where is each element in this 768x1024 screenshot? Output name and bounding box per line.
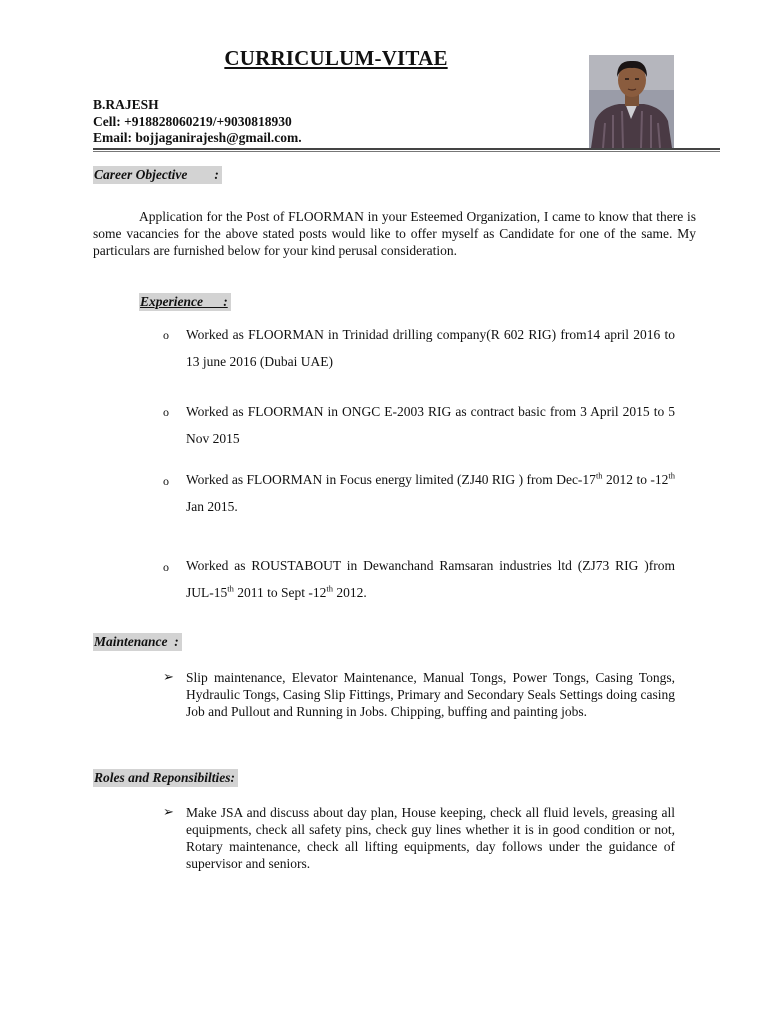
experience-bullet: o: [163, 405, 169, 419]
roles-heading: Roles and Reponsibilties:: [93, 769, 238, 787]
ordinal-suffix: th: [595, 470, 603, 481]
roles-text: Make JSA and discuss about day plan, House keeping, check all fluid levels, greasing all equipments, check all safety pins, check guy lines whether it is in good condition or not, Rotary maintenance, check all lifting equipments, day follows under the guidance of supervisor and seniors.: [186, 805, 675, 871]
person-photo-icon: [589, 55, 674, 148]
experience-bullet: o: [163, 328, 169, 342]
experience-text-part: Worked as FLOORMAN in Focus energy limited (ZJ40 RIG ) from Dec-17: [186, 472, 596, 487]
career-objective-paragraph: Application for the Post of FLOORMAN in your Esteemed Organization, I came to know that there is some vacancies for the above stated posts would like to offer myself as Candidate for one of the same. My particulars are furnished below for your kind perusal consideration.: [93, 209, 696, 258]
arrow-bullet-icon: ➢: [163, 669, 174, 684]
contact-block: [93, 97, 302, 147]
profile-photo: [589, 55, 674, 148]
cell-number: Cell: +918828060219/+9030818930: [93, 113, 292, 129]
document-title: CURRICULUM-VITAE: [224, 46, 448, 70]
email-address: Email: bojjaganirajesh@gmail.com.: [93, 130, 302, 145]
experience-text-part: Worked as ROUSTABOUT in Dewanchand Ramsaran industries ltd (ZJ73 RIG )from JUL-15: [186, 558, 675, 600]
candidate-name: B.RAJESH: [93, 97, 159, 112]
header-divider-thin: [93, 151, 720, 152]
experience-item: Worked as FLOORMAN in ONGC E-2003 RIG as contract basic from 3 April 2015 to 5 Nov 2015: [186, 404, 675, 446]
experience-item: Worked as FLOORMAN in Trinidad drilling company(R 602 RIG) from14 april 2016 to 13 june 2016 (Dubai UAE): [186, 327, 675, 369]
experience-text-part: 2012.: [333, 585, 367, 600]
experience-item: [186, 552, 675, 606]
experience-heading: Experience :: [139, 293, 231, 311]
experience-bullet: o: [163, 474, 169, 488]
experience-text-part: 2011 to Sept -12: [233, 585, 327, 600]
maintenance-heading: Maintenance :: [93, 633, 182, 651]
maintenance-text: Slip maintenance, Elevator Maintenance, Manual Tongs, Power Tongs, Casing Tongs, Hydraulic Tongs, Casing Slip Fittings, Primary and Secondary Seals Settings doing casing Job and Pullout and Running in Jobs. Chipping, buffing and painting jobs.: [186, 670, 675, 719]
experience-item: [186, 466, 675, 520]
experience-text-part: 2012 to -12: [602, 472, 669, 487]
career-objective-text: [93, 208, 696, 259]
ordinal-suffix: th: [227, 583, 234, 594]
ordinal-suffix: th: [326, 583, 333, 594]
arrow-bullet-icon: ➢: [163, 804, 174, 819]
header-divider: [93, 148, 720, 150]
career-objective-heading: Career Objective :: [93, 166, 222, 184]
experience-text-part: Jan 2015.: [186, 499, 238, 514]
ordinal-suffix: th: [668, 470, 675, 481]
experience-bullet: o: [163, 560, 169, 574]
